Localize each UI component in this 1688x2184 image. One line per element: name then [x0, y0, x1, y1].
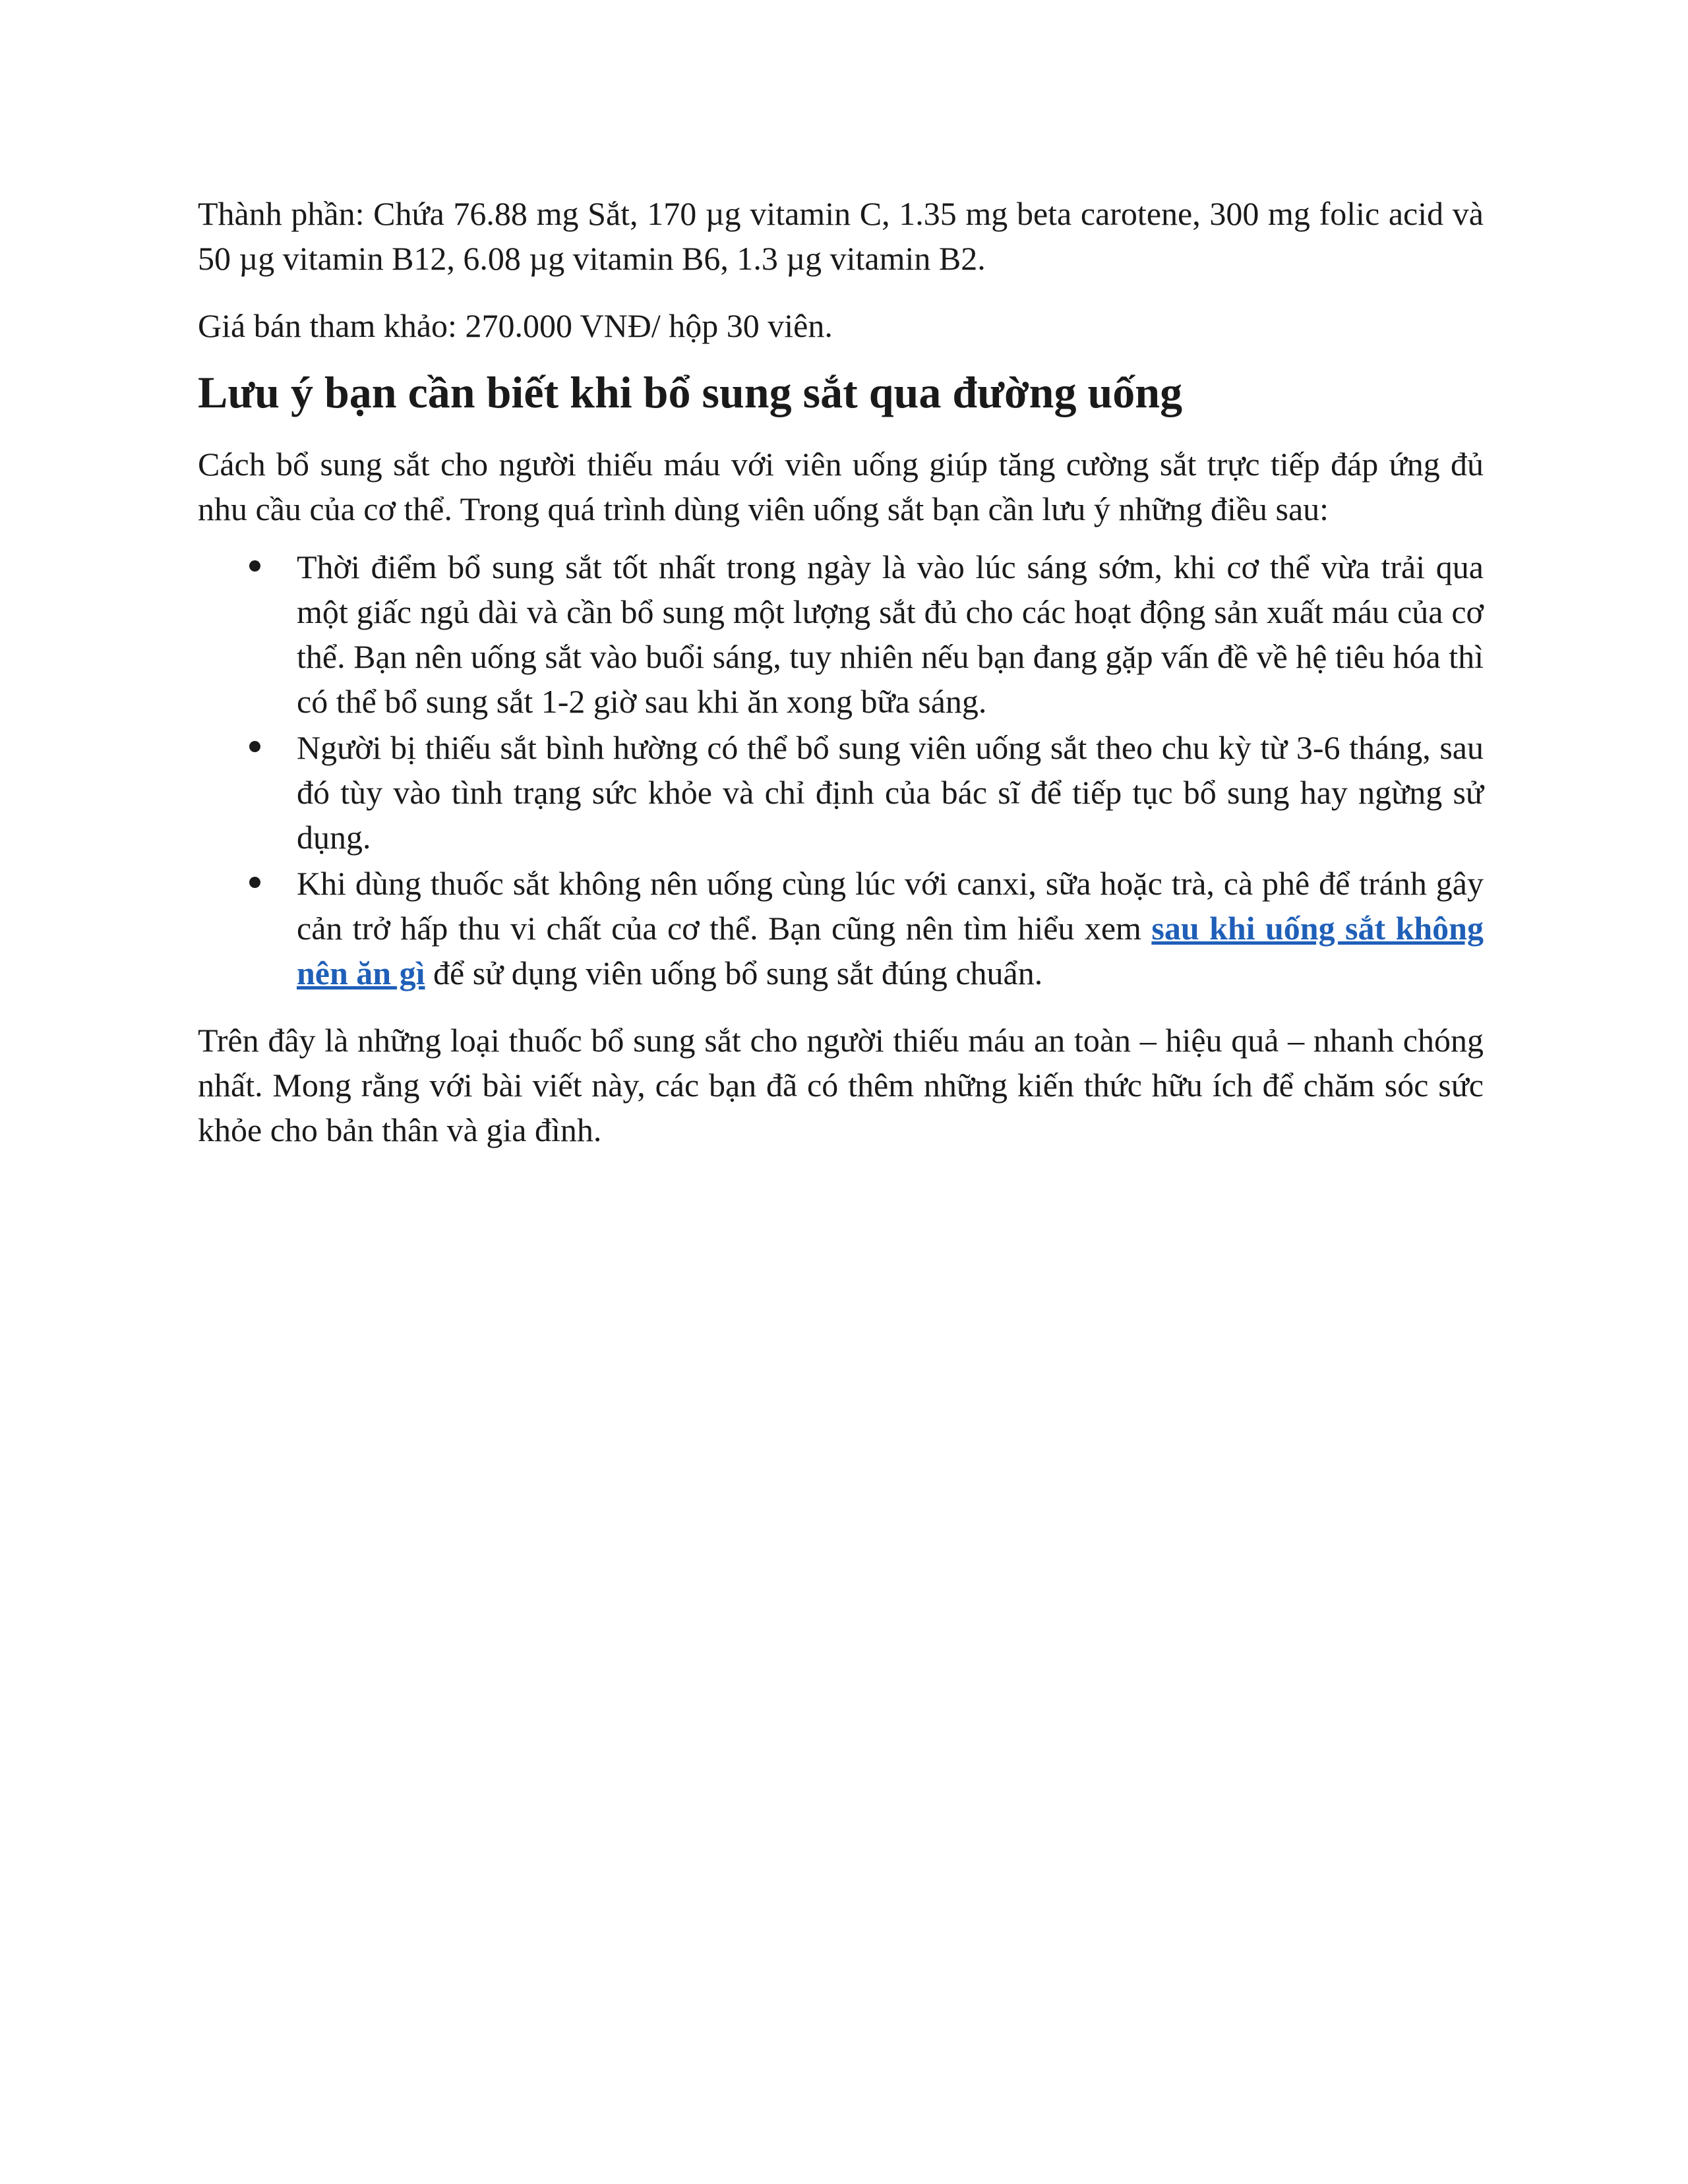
document-page — [198, 191, 1484, 1152]
section-heading: Lưu ý bạn cần biết khi bổ sung sắt qua đường uống — [198, 367, 1183, 417]
conclusion-paragraph: Trên đây là những loại thuốc bổ sung sắt cho người thiếu máu an toàn – hiệu quả – nhanh chóng nhất. Mong rằng với bài viết này, các bạn đã có thêm những kiến thức hữu ích để chăm sóc sức khỏe cho bản thân và gia đình. — [198, 1022, 1484, 1148]
composition-paragraph: Thành phần: Chứa 76.88 mg Sắt, 170 µg vitamin C, 1.35 mg beta carotene, 300 mg folic acid và 50 µg vitamin B12, 6.08 µg vitamin B6, 1.3 µg vitamin B2. — [198, 195, 1484, 277]
list-item-text: Thời điểm bổ sung sắt tốt nhất trong ngày là vào lúc sáng sớm, khi cơ thể vừa trải qua một giấc ngủ dài và cần bổ sung một lượng sắt đủ cho các hoạt động sản xuất máu của cơ thể. Bạn nên uống sắt vào buổi sáng, tuy nhiên nếu bạn đang gặp vấn đề về hệ tiêu hóa thì có thể bổ sung sắt 1-2 giờ sau khi ăn xong bữa sáng. — [297, 548, 1484, 720]
price-paragraph: Giá bán tham khảo: 270.000 VNĐ/ hộp 30 viên. — [198, 307, 833, 344]
list-item — [198, 725, 1484, 860]
list-item-text: Người bị thiếu sắt bình hường có thể bổ sung viên uống sắt theo chu kỳ từ 3-6 tháng, sau đó tùy vào tình trạng sức khỏe và chỉ định của bác sĩ để tiếp tục bổ sung hay ngừng sử dụng. — [297, 729, 1484, 856]
bullet-icon — [249, 741, 260, 752]
bullet-icon — [249, 560, 260, 572]
list-item-text-before-link: Khi dùng thuốc sắt không nên uống cùng lúc với canxi, sữa hoặc trà, cà phê để tránh gây cản trở hấp thu vi chất của cơ thể. Bạn cũng nên tìm hiểu xem — [297, 865, 1484, 947]
list-item-text-after-link: để sử dụng viên uống bổ sung sắt đúng chuẩn. — [425, 955, 1043, 991]
intro-paragraph: Cách bổ sung sắt cho người thiếu máu với viên uống giúp tăng cường sắt trực tiếp đáp ứng đủ nhu cầu của cơ thể. Trong quá trình dùng viên uống sắt bạn cần lưu ý những điều sau: — [198, 446, 1484, 527]
list-item — [198, 861, 1484, 995]
article-link[interactable]: sau khi uống sắt không nên ăn gì — [297, 910, 1484, 991]
list-item — [198, 545, 1484, 724]
tips-list — [198, 545, 1484, 995]
bullet-icon — [249, 877, 260, 888]
